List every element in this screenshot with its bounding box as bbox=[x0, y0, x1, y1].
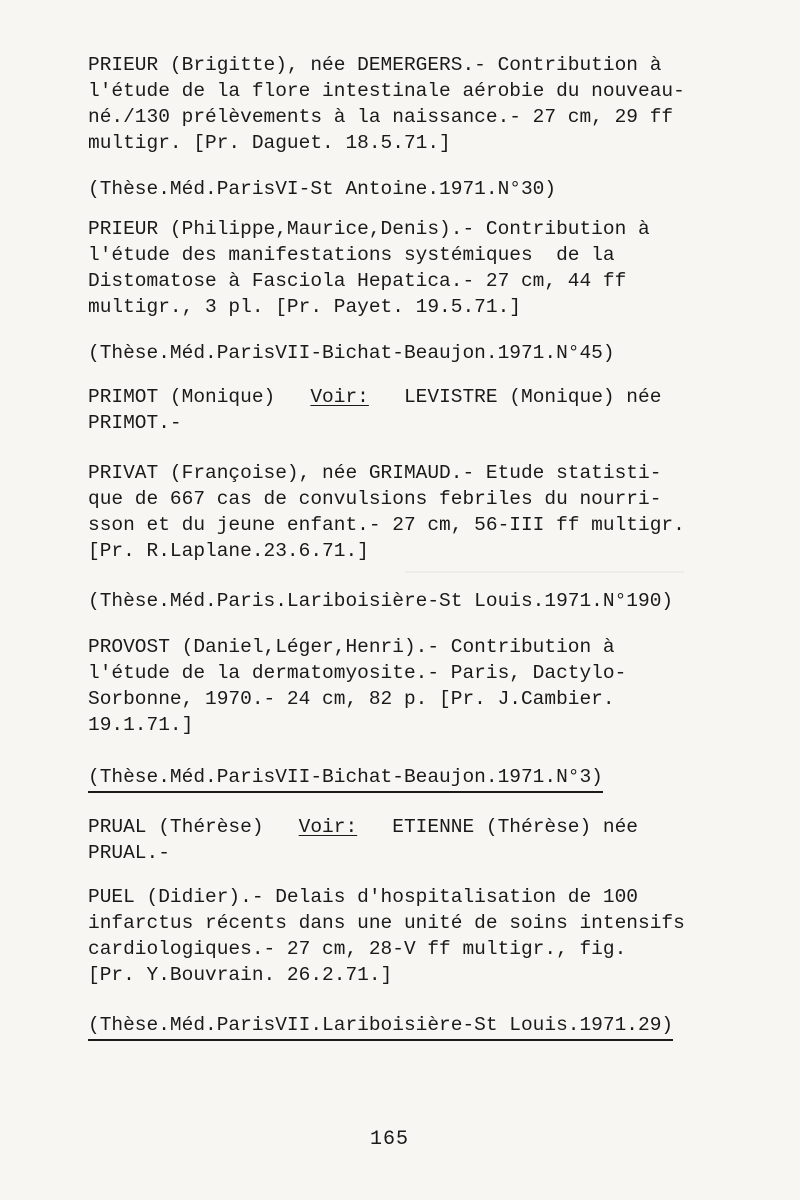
thesis-reference: (Thèse.Méd.ParisVII.Lariboisière-St Louis.1971.29) bbox=[88, 1012, 673, 1041]
see-target: LEVISTRE (Monique) née bbox=[403, 386, 662, 408]
entry-privat bbox=[88, 460, 718, 564]
entry-line: l'étude de la dermatomyosite.- Paris, Dactylo- bbox=[88, 662, 627, 684]
cross-reference-primot bbox=[88, 384, 718, 436]
entry-line: PROVOST (Daniel,Léger,Henri).- Contribution à bbox=[88, 636, 615, 658]
entry-line: infarctus récents dans une unité de soins intensifs bbox=[88, 912, 685, 934]
see-target-cont: PRIMOT.- bbox=[88, 412, 182, 434]
entry-prieur-brigitte bbox=[88, 52, 718, 156]
entry-line: [Pr. R.Laplane.23.6.71.] bbox=[88, 540, 369, 562]
entry-line: sson et du jeune enfant.- 27 cm, 56-III ff multigr. bbox=[88, 514, 685, 536]
entry-line: [Pr. Y.Bouvrain. 26.2.71.] bbox=[88, 964, 393, 986]
see-word: Voir: bbox=[310, 386, 369, 408]
thesis-reference: (Thèse.Méd.ParisVII-Bichat-Beaujon.1971.N°45) bbox=[88, 342, 615, 364]
see-name: PRUAL (Thérèse) bbox=[88, 816, 264, 838]
thesis-reference: (Thèse.Méd.Paris.Lariboisière-St Louis.1971.N°190) bbox=[88, 590, 674, 612]
see-word: Voir: bbox=[298, 816, 358, 838]
entry-line: multigr. [Pr. Daguet. 18.5.71.] bbox=[88, 132, 451, 154]
bleed-through: ——————————————————————————————— bbox=[404, 564, 684, 581]
entry-line: 19.1.71.] bbox=[88, 714, 194, 736]
entry-puel bbox=[88, 884, 718, 988]
entry-line: Distomatose à Fasciola Hepatica.- 27 cm, 44 ff bbox=[88, 270, 627, 292]
see-target-cont: PRUAL.- bbox=[88, 842, 170, 864]
cross-reference-prual bbox=[88, 814, 718, 866]
entry-line: PRIVAT (Françoise), née GRIMAUD.- Etude statisti- bbox=[88, 462, 662, 484]
see-target: ETIENNE (Thérèse) née bbox=[392, 816, 639, 838]
entry-prieur-philippe bbox=[88, 216, 718, 320]
entry-line: PRIEUR (Brigitte), née DEMERGERS.- Contribution à bbox=[88, 54, 662, 76]
entry-line: PUEL (Didier).- Delais d'hospitalisation de 100 bbox=[88, 886, 638, 908]
page-number: 165 bbox=[370, 1128, 410, 1151]
entry-provost bbox=[88, 634, 718, 738]
entry-line: PRIEUR (Philippe,Maurice,Denis).- Contribution à bbox=[88, 218, 650, 240]
thesis-reference: (Thèse.Méd.ParisVII-Bichat-Beaujon.1971.N°3) bbox=[88, 764, 603, 793]
entry-line: que de 667 cas de convulsions febriles du nourri- bbox=[88, 488, 662, 510]
entry-line: cardiologiques.- 27 cm, 28-V ff multigr., fig. bbox=[88, 938, 627, 960]
entry-line: né./130 prélèvements à la naissance.- 27 cm, 29 ff bbox=[88, 106, 674, 128]
thesis-reference: (Thèse.Méd.ParisVI-St Antoine.1971.N°30) bbox=[88, 178, 557, 200]
entry-line: l'étude de la flore intestinale aérobie du nouveau- bbox=[88, 80, 685, 102]
see-name: PRIMOT (Monique) bbox=[88, 386, 276, 408]
entry-line: Sorbonne, 1970.- 24 cm, 82 p. [Pr. J.Cambier. bbox=[88, 688, 615, 710]
entry-line: l'étude des manifestations systémiques de la bbox=[88, 244, 615, 266]
entry-line: multigr., 3 pl. [Pr. Payet. 19.5.71.] bbox=[88, 296, 521, 318]
